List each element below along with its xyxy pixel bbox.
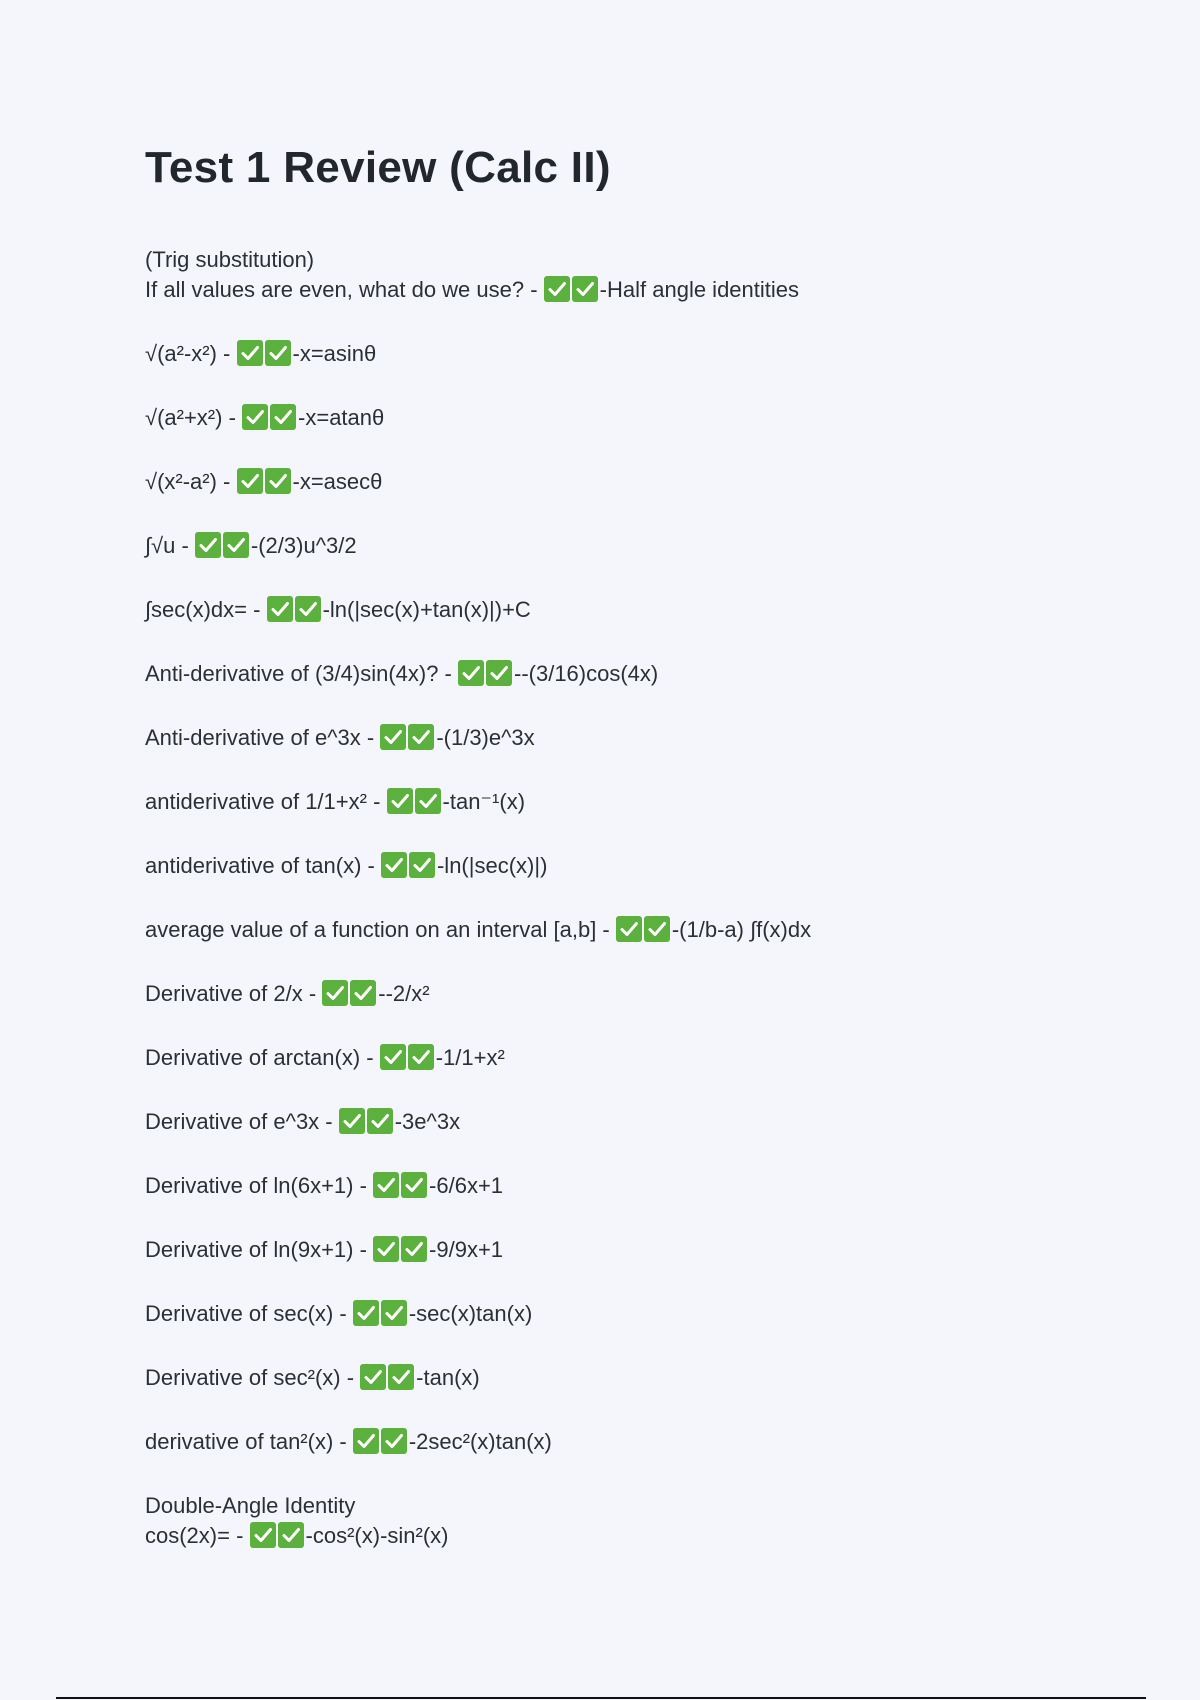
flashcard-question: ∫√u - xyxy=(145,533,195,558)
check-mark-icon xyxy=(250,1522,276,1548)
answer-check-marks xyxy=(380,723,436,753)
flashcard-question: √(a²-x²) - xyxy=(145,341,237,366)
check-mark-icon xyxy=(381,852,407,878)
check-mark-icon xyxy=(486,660,512,686)
check-mark-icon xyxy=(408,724,434,750)
flashcard-item xyxy=(145,979,1145,1009)
check-mark-icon xyxy=(237,340,263,366)
flashcard-answer: --(3/16)cos(4x) xyxy=(514,661,659,686)
check-mark-icon xyxy=(381,1300,407,1326)
flashcard-item xyxy=(145,403,1145,433)
flashcard-question: antiderivative of tan(x) - xyxy=(145,853,381,878)
page-bottom-rule xyxy=(56,1697,1146,1699)
check-mark-icon xyxy=(237,468,263,494)
answer-check-marks xyxy=(616,915,672,945)
answer-check-marks xyxy=(373,1235,429,1265)
flashcard-answer: -(1/3)e^3x xyxy=(436,725,535,750)
answer-check-marks xyxy=(339,1107,395,1137)
answer-check-marks xyxy=(373,1171,429,1201)
check-mark-icon xyxy=(380,1044,406,1070)
flashcard-question: Derivative of ln(9x+1) - xyxy=(145,1237,374,1262)
flashcard-question: average value of a function on an interval [a,b] - xyxy=(145,917,616,942)
flashcard-item xyxy=(145,1491,1145,1551)
answer-check-marks xyxy=(381,851,437,881)
check-mark-icon xyxy=(360,1364,386,1390)
check-mark-icon xyxy=(409,852,435,878)
answer-check-marks xyxy=(267,595,323,625)
flashcard-answer: -ln(|sec(x)|) xyxy=(436,853,548,878)
answer-check-marks xyxy=(353,1427,409,1457)
flashcard-item xyxy=(145,1363,1145,1393)
flashcard-answer: -ln(|sec(x)+tan(x)|)+C xyxy=(322,597,531,622)
flashcard-item xyxy=(145,915,1145,945)
flashcard-item xyxy=(145,1427,1145,1457)
flashcard-answer: -9/9x+1 xyxy=(429,1237,504,1262)
flashcard-question: cos(2x)= - xyxy=(145,1523,250,1548)
answer-check-marks xyxy=(237,467,293,497)
check-mark-icon xyxy=(350,980,376,1006)
flashcard-item xyxy=(145,1043,1145,1073)
check-mark-icon xyxy=(408,1044,434,1070)
flashcard-question: √(a²+x²) - xyxy=(145,405,243,430)
check-mark-icon xyxy=(373,1236,399,1262)
flashcard-item xyxy=(145,339,1145,369)
flashcard-answer: -x=asinθ xyxy=(292,341,377,366)
answer-check-marks xyxy=(250,1521,306,1551)
check-mark-icon xyxy=(544,276,570,302)
check-mark-icon xyxy=(353,1300,379,1326)
flashcard-item xyxy=(145,1299,1145,1329)
flashcard-answer: -2sec²(x)tan(x) xyxy=(408,1429,552,1454)
flashcard-answer: -Half angle identities xyxy=(599,277,800,302)
check-mark-icon xyxy=(295,596,321,622)
flashcard-answer: --2/x² xyxy=(378,981,430,1006)
flashcard-answer: -(1/b-a) ∫f(x)dx xyxy=(671,917,812,942)
answer-check-marks xyxy=(458,659,514,689)
flashcard-question: Anti-derivative of (3/4)sin(4x)? - xyxy=(145,661,458,686)
flashcard-item xyxy=(145,245,1145,305)
check-mark-icon xyxy=(195,532,221,558)
check-mark-icon xyxy=(265,468,291,494)
check-mark-icon xyxy=(388,1364,414,1390)
check-mark-icon xyxy=(373,1172,399,1198)
document-title: Test 1 Review (Calc II) xyxy=(145,143,611,192)
answer-check-marks xyxy=(360,1363,416,1393)
check-mark-icon xyxy=(367,1108,393,1134)
check-mark-icon xyxy=(322,980,348,1006)
flashcard-item xyxy=(145,1171,1145,1201)
check-mark-icon xyxy=(644,916,670,942)
flashcard-item xyxy=(145,467,1145,497)
flashcard-item xyxy=(145,1107,1145,1137)
check-mark-icon xyxy=(223,532,249,558)
check-mark-icon xyxy=(380,724,406,750)
check-mark-icon xyxy=(381,1428,407,1454)
answer-check-marks xyxy=(380,1043,436,1073)
flashcard-item xyxy=(145,1235,1145,1265)
flashcard-question: Derivative of e^3x - xyxy=(145,1109,339,1134)
flashcard-answer: -x=atanθ xyxy=(298,405,385,430)
flashcard-item xyxy=(145,851,1145,881)
flashcard-question: Derivative of sec(x) - xyxy=(145,1301,353,1326)
answer-check-marks xyxy=(387,787,443,817)
check-mark-icon xyxy=(267,596,293,622)
check-mark-icon xyxy=(278,1522,304,1548)
check-mark-icon xyxy=(265,340,291,366)
flashcard-list xyxy=(145,245,1145,1551)
flashcard-answer: -(2/3)u^3/2 xyxy=(250,533,357,558)
flashcard-answer: -sec(x)tan(x) xyxy=(408,1301,533,1326)
flashcard-question: If all values are even, what do we use? - xyxy=(145,277,544,302)
answer-check-marks xyxy=(544,275,600,305)
flashcard-question: Derivative of ln(6x+1) - xyxy=(145,1173,374,1198)
flashcard-item xyxy=(145,659,1145,689)
check-mark-icon xyxy=(401,1236,427,1262)
flashcard-answer: -tan(x) xyxy=(416,1365,480,1390)
answer-check-marks xyxy=(237,339,293,369)
check-mark-icon xyxy=(415,788,441,814)
flashcard-question: Derivative of sec²(x) - xyxy=(145,1365,361,1390)
check-mark-icon xyxy=(270,404,296,430)
check-mark-icon xyxy=(242,404,268,430)
answer-check-marks xyxy=(195,531,251,561)
flashcard-answer: -6/6x+1 xyxy=(429,1173,504,1198)
flashcard-heading: (Trig substitution) xyxy=(145,247,315,272)
check-mark-icon xyxy=(458,660,484,686)
flashcard-item xyxy=(145,787,1145,817)
flashcard-answer: -x=asecθ xyxy=(292,469,383,494)
flashcard-item xyxy=(145,723,1145,753)
flashcard-question: Anti-derivative of e^3x - xyxy=(145,725,381,750)
flashcard-question: antiderivative of 1/1+x² - xyxy=(145,789,387,814)
flashcard-question: ∫sec(x)dx= - xyxy=(145,597,267,622)
answer-check-marks xyxy=(242,403,298,433)
flashcard-item xyxy=(145,531,1145,561)
flashcard-heading: Double-Angle Identity xyxy=(145,1493,356,1518)
flashcard-question: Derivative of arctan(x) - xyxy=(145,1045,380,1070)
check-mark-icon xyxy=(572,276,598,302)
flashcard-answer: -3e^3x xyxy=(394,1109,461,1134)
check-mark-icon xyxy=(616,916,642,942)
flashcard-answer: -tan⁻¹(x) xyxy=(442,789,526,814)
check-mark-icon xyxy=(339,1108,365,1134)
flashcard-answer: -cos²(x)-sin²(x) xyxy=(305,1523,449,1548)
flashcard-question: √(x²-a²) - xyxy=(145,469,237,494)
check-mark-icon xyxy=(353,1428,379,1454)
flashcard-answer: -1/1+x² xyxy=(435,1045,505,1070)
flashcard-question: Derivative of 2/x - xyxy=(145,981,323,1006)
flashcard-question: derivative of tan²(x) - xyxy=(145,1429,353,1454)
answer-check-marks xyxy=(322,979,378,1009)
answer-check-marks xyxy=(353,1299,409,1329)
flashcard-item xyxy=(145,595,1145,625)
check-mark-icon xyxy=(387,788,413,814)
check-mark-icon xyxy=(401,1172,427,1198)
